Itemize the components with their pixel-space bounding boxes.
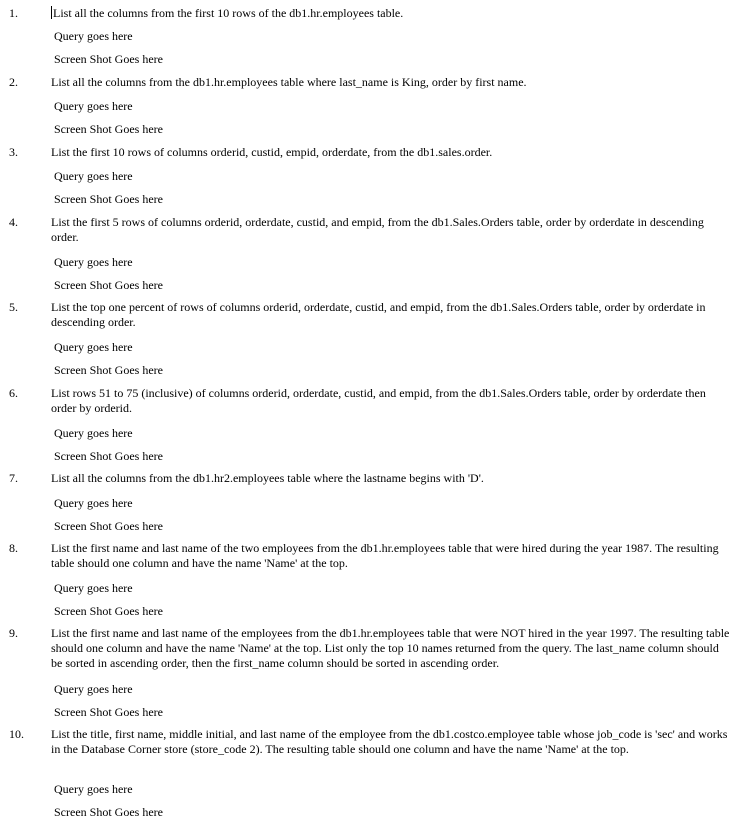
query-placeholder[interactable]: Query goes here	[54, 255, 133, 269]
query-placeholder[interactable]: Query goes here	[54, 99, 133, 113]
item-number: 6.	[9, 386, 18, 400]
item-number: 2.	[9, 75, 18, 89]
item-question[interactable]: List the title, first name, middle initial, and last name of the employee from the db1.costco.employee table whose job_code is 'sec' and works in the Database Corner store (store_code 2). The resulting table should one column and have the name 'Name' at the top.	[51, 727, 728, 756]
query-placeholder[interactable]: Query goes here	[54, 340, 133, 354]
screenshot-placeholder[interactable]: Screen Shot Goes here	[54, 449, 163, 463]
screenshot-placeholder[interactable]: Screen Shot Goes here	[54, 519, 163, 533]
item-number: 7.	[9, 471, 18, 485]
item-question[interactable]	[51, 6, 731, 21]
item-number: 8.	[9, 541, 18, 555]
screenshot-placeholder[interactable]: Screen Shot Goes here	[54, 705, 163, 719]
item-number: 1.	[9, 6, 18, 20]
item-number: 3.	[9, 145, 18, 159]
screenshot-placeholder[interactable]: Screen Shot Goes here	[54, 192, 163, 206]
item-number: 9.	[9, 626, 18, 640]
screenshot-placeholder[interactable]: Screen Shot Goes here	[54, 805, 163, 819]
item-number: 5.	[9, 300, 18, 314]
query-placeholder[interactable]: Query goes here	[54, 682, 133, 696]
screenshot-placeholder[interactable]: Screen Shot Goes here	[54, 122, 163, 136]
item-question[interactable]: List the first name and last name of the employees from the db1.hr.employees table that were NOT hired in the year 1997. The resulting table should one column and have the name 'Name' at the top. List only the top 10 names returned from the query. The last_name column should be sorted in ascending order, then the first_name column should be sorted in ascending order.	[51, 626, 730, 670]
query-placeholder[interactable]: Query goes here	[54, 581, 133, 595]
item-question[interactable]: List all the columns from the db1.hr2.employees table where the lastname begins with 'D'.	[51, 471, 484, 485]
item-question[interactable]: List the first 10 rows of columns orderid, custid, empid, orderdate, from the db1.sales.order.	[51, 145, 493, 159]
query-placeholder[interactable]: Query goes here	[54, 782, 133, 796]
screenshot-placeholder[interactable]: Screen Shot Goes here	[54, 52, 163, 66]
item-question[interactable]: List the first 5 rows of columns orderid, orderdate, custid, and empid, from the db1.Sales.Orders table, order by orderdate in descending order.	[51, 215, 704, 244]
query-placeholder[interactable]: Query goes here	[54, 496, 133, 510]
item-question[interactable]: List rows 51 to 75 (inclusive) of columns orderid, orderdate, custid, and empid, from the db1.Sales.Orders table, order by orderdate then order by orderid.	[51, 386, 706, 415]
item-question[interactable]: List the first name and last name of the two employees from the db1.hr.employees table that were hired during the year 1987. The resulting table should one column and have the name 'Name' at the top.	[51, 541, 719, 570]
item-number: 4.	[9, 215, 18, 229]
screenshot-placeholder[interactable]: Screen Shot Goes here	[54, 363, 163, 377]
query-placeholder[interactable]: Query goes here	[54, 169, 133, 183]
text-cursor	[51, 6, 52, 19]
item-question[interactable]: List the top one percent of rows of columns orderid, orderdate, custid, and empid, from the db1.Sales.Orders table, order by orderdate in descending order.	[51, 300, 706, 329]
item-question-text: List all the columns from the first 10 rows of the db1.hr.employees table.	[53, 6, 404, 20]
item-number: 10.	[9, 727, 24, 741]
query-placeholder[interactable]: Query goes here	[54, 426, 133, 440]
screenshot-placeholder[interactable]: Screen Shot Goes here	[54, 278, 163, 292]
item-question[interactable]: List all the columns from the db1.hr.employees table where last_name is King, order by first name.	[51, 75, 527, 89]
query-placeholder[interactable]: Query goes here	[54, 29, 133, 43]
screenshot-placeholder[interactable]: Screen Shot Goes here	[54, 604, 163, 618]
